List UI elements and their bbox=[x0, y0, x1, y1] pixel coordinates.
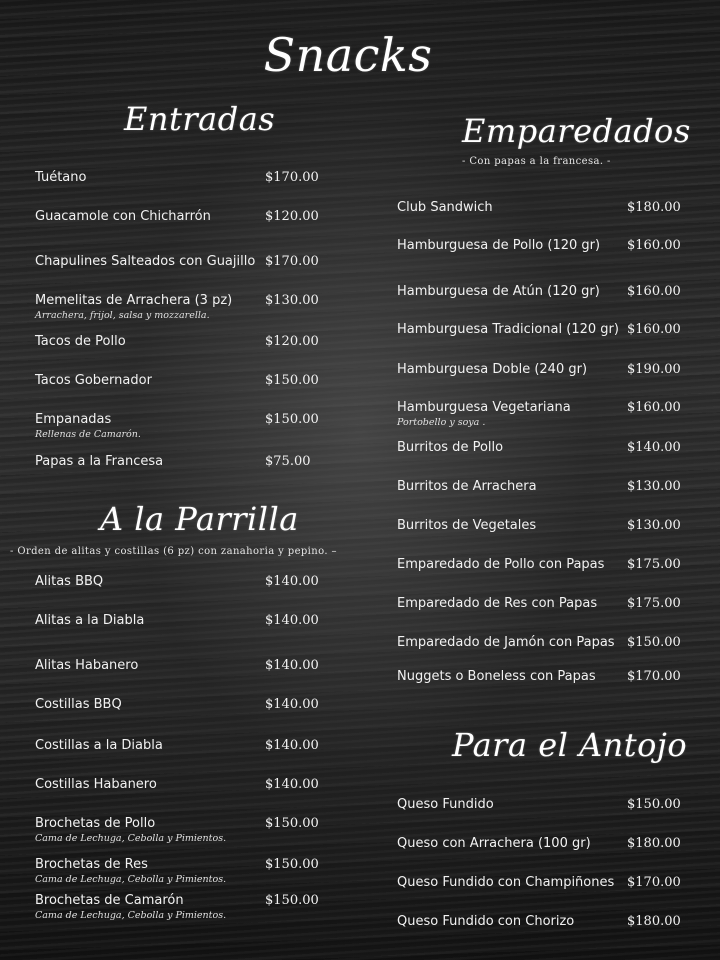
menu-item-price: $150.00 bbox=[265, 893, 319, 908]
menu-item-name: Alitas BBQ bbox=[35, 574, 104, 589]
menu-item-price: $160.00 bbox=[627, 322, 681, 337]
menu-item-price: $150.00 bbox=[265, 373, 319, 388]
page-title: Snacks bbox=[263, 28, 433, 82]
section-title-parrilla: A la Parrilla bbox=[100, 500, 299, 538]
menu-item-price: $160.00 bbox=[627, 400, 681, 415]
menu-item-name: Hamburguesa de Atún (120 gr) bbox=[397, 284, 600, 299]
menu-item-price: $120.00 bbox=[265, 209, 319, 224]
menu-item bbox=[397, 284, 687, 314]
menu-item bbox=[35, 613, 325, 643]
menu-item bbox=[397, 875, 687, 905]
menu-item-price: $150.00 bbox=[265, 857, 319, 872]
menu-item bbox=[35, 373, 325, 403]
menu-item bbox=[35, 893, 325, 923]
menu-item bbox=[35, 816, 325, 846]
menu-item-price: $130.00 bbox=[627, 479, 681, 494]
menu-item bbox=[35, 574, 325, 604]
menu-item-price: $160.00 bbox=[627, 284, 681, 299]
menu-item-price: $130.00 bbox=[265, 293, 319, 308]
menu-item bbox=[397, 669, 687, 699]
menu-item-name: Queso Fundido bbox=[397, 797, 494, 812]
menu-item-price: $175.00 bbox=[627, 557, 681, 572]
menu-item bbox=[397, 797, 687, 827]
menu-item-name: Hamburguesa de Pollo (120 gr) bbox=[397, 238, 601, 253]
menu-item bbox=[397, 557, 687, 587]
menu-item bbox=[397, 635, 687, 665]
menu-item-name: Club Sandwich bbox=[397, 200, 493, 215]
menu-item-price: $170.00 bbox=[627, 875, 681, 890]
menu-item-name: Queso Fundido con Chorizo bbox=[397, 914, 575, 929]
menu-item-price: $140.00 bbox=[265, 697, 319, 712]
menu-item-price: $140.00 bbox=[265, 777, 319, 792]
menu-item-name: Brochetas de Pollo bbox=[35, 816, 156, 831]
menu-item-price: $175.00 bbox=[627, 596, 681, 611]
menu-item-price: $130.00 bbox=[627, 518, 681, 533]
menu-item-price: $170.00 bbox=[265, 170, 319, 185]
menu-item-description: Arrachera, frijol, salsa y mozzarella. bbox=[35, 310, 210, 321]
menu-item bbox=[397, 596, 687, 626]
menu-item-name: Emparedado de Jamón con Papas bbox=[397, 635, 615, 650]
menu-item-price: $160.00 bbox=[627, 238, 681, 253]
menu-item-description: Portobello y soya . bbox=[397, 417, 486, 428]
menu-item-description: Cama de Lechuga, Cebolla y Pimientos. bbox=[35, 833, 227, 844]
menu-item-name: Hamburguesa Tradicional (120 gr) bbox=[397, 322, 619, 337]
menu-item-price: $180.00 bbox=[627, 200, 681, 215]
menu-item-price: $140.00 bbox=[627, 440, 681, 455]
menu-item-price: $140.00 bbox=[265, 658, 319, 673]
menu-item-description: Cama de Lechuga, Cebolla y Pimientos. bbox=[35, 874, 227, 885]
menu-item-name: Nuggets o Boneless con Papas bbox=[397, 669, 596, 684]
menu-item-name: Brochetas de Res bbox=[35, 857, 148, 872]
menu-item-name: Chapulines Salteados con Guajillo bbox=[35, 254, 256, 269]
menu-item-name: Memelitas de Arrachera (3 pz) bbox=[35, 293, 233, 308]
menu-item-name: Burritos de Vegetales bbox=[397, 518, 537, 533]
menu-item bbox=[397, 238, 687, 268]
menu-item-name: Tacos de Pollo bbox=[35, 334, 126, 349]
menu-item-price: $150.00 bbox=[265, 412, 319, 427]
menu-item bbox=[35, 170, 325, 200]
menu-item-price: $180.00 bbox=[627, 836, 681, 851]
section-title-emparedados: Emparedados bbox=[462, 112, 691, 150]
menu-item-name: Emparedado de Res con Papas bbox=[397, 596, 598, 611]
menu-item-name: Papas a la Francesa bbox=[35, 454, 164, 469]
menu-item-price: $150.00 bbox=[627, 635, 681, 650]
menu-item bbox=[397, 914, 687, 944]
menu-item-price: $75.00 bbox=[265, 454, 311, 469]
menu-item bbox=[397, 518, 687, 548]
section-title-antojo: Para el Antojo bbox=[452, 726, 688, 764]
menu-item bbox=[397, 362, 687, 392]
menu-item-name: Tuétano bbox=[35, 170, 87, 185]
menu-item bbox=[397, 479, 687, 509]
menu-item-name: Brochetas de Camarón bbox=[35, 893, 184, 908]
menu-item-price: $120.00 bbox=[265, 334, 319, 349]
menu-item-name: Queso Fundido con Champiñones bbox=[397, 875, 615, 890]
menu-item-price: $170.00 bbox=[265, 254, 319, 269]
menu-item bbox=[397, 836, 687, 866]
menu-item bbox=[35, 777, 325, 807]
menu-item bbox=[35, 412, 325, 442]
section-note-emparedados: - Con papas a la francesa. - bbox=[462, 156, 611, 167]
menu-item bbox=[35, 857, 325, 887]
menu-item bbox=[35, 658, 325, 688]
menu-item bbox=[35, 697, 325, 727]
menu-item-price: $190.00 bbox=[627, 362, 681, 377]
menu-item-name: Hamburguesa Vegetariana bbox=[397, 400, 571, 415]
menu-item-price: $170.00 bbox=[627, 669, 681, 684]
menu-item-name: Emparedado de Pollo con Papas bbox=[397, 557, 605, 572]
menu-item-price: $180.00 bbox=[627, 914, 681, 929]
menu-item-price: $140.00 bbox=[265, 738, 319, 753]
menu-item-name: Queso con Arrachera (100 gr) bbox=[397, 836, 591, 851]
menu-item-name: Costillas Habanero bbox=[35, 777, 157, 792]
menu-item-name: Alitas Habanero bbox=[35, 658, 139, 673]
menu-item-price: $150.00 bbox=[627, 797, 681, 812]
menu-item-name: Alitas a la Diabla bbox=[35, 613, 145, 628]
menu-item bbox=[35, 209, 325, 239]
section-note-parrilla: - Orden de alitas y costillas (6 pz) con zanahoria y pepino. – bbox=[10, 546, 337, 557]
menu-item-name: Guacamole con Chicharrón bbox=[35, 209, 211, 224]
menu-item-name: Burritos de Pollo bbox=[397, 440, 504, 455]
menu-item bbox=[397, 322, 687, 352]
menu-item-price: $150.00 bbox=[265, 816, 319, 831]
menu-item bbox=[397, 440, 687, 470]
menu-item-name: Costillas a la Diabla bbox=[35, 738, 163, 753]
menu-item bbox=[35, 293, 325, 323]
section-title-entradas: Entradas bbox=[124, 100, 276, 138]
menu-item bbox=[35, 334, 325, 364]
menu-item bbox=[35, 454, 325, 484]
menu-item-description: Cama de Lechuga, Cebolla y Pimientos. bbox=[35, 910, 227, 921]
menu-item bbox=[397, 200, 687, 230]
menu-item-name: Costillas BBQ bbox=[35, 697, 122, 712]
menu-item-name: Tacos Gobernador bbox=[35, 373, 152, 388]
menu-item-price: $140.00 bbox=[265, 574, 319, 589]
menu-item bbox=[397, 400, 687, 430]
menu-item-name: Burritos de Arrachera bbox=[397, 479, 537, 494]
menu-item-description: Rellenas de Camarón. bbox=[35, 429, 141, 440]
menu-item-name: Hamburguesa Doble (240 gr) bbox=[397, 362, 588, 377]
menu-item bbox=[35, 738, 325, 768]
menu-item bbox=[35, 254, 325, 284]
menu-item-name: Empanadas bbox=[35, 412, 112, 427]
menu-item-price: $140.00 bbox=[265, 613, 319, 628]
